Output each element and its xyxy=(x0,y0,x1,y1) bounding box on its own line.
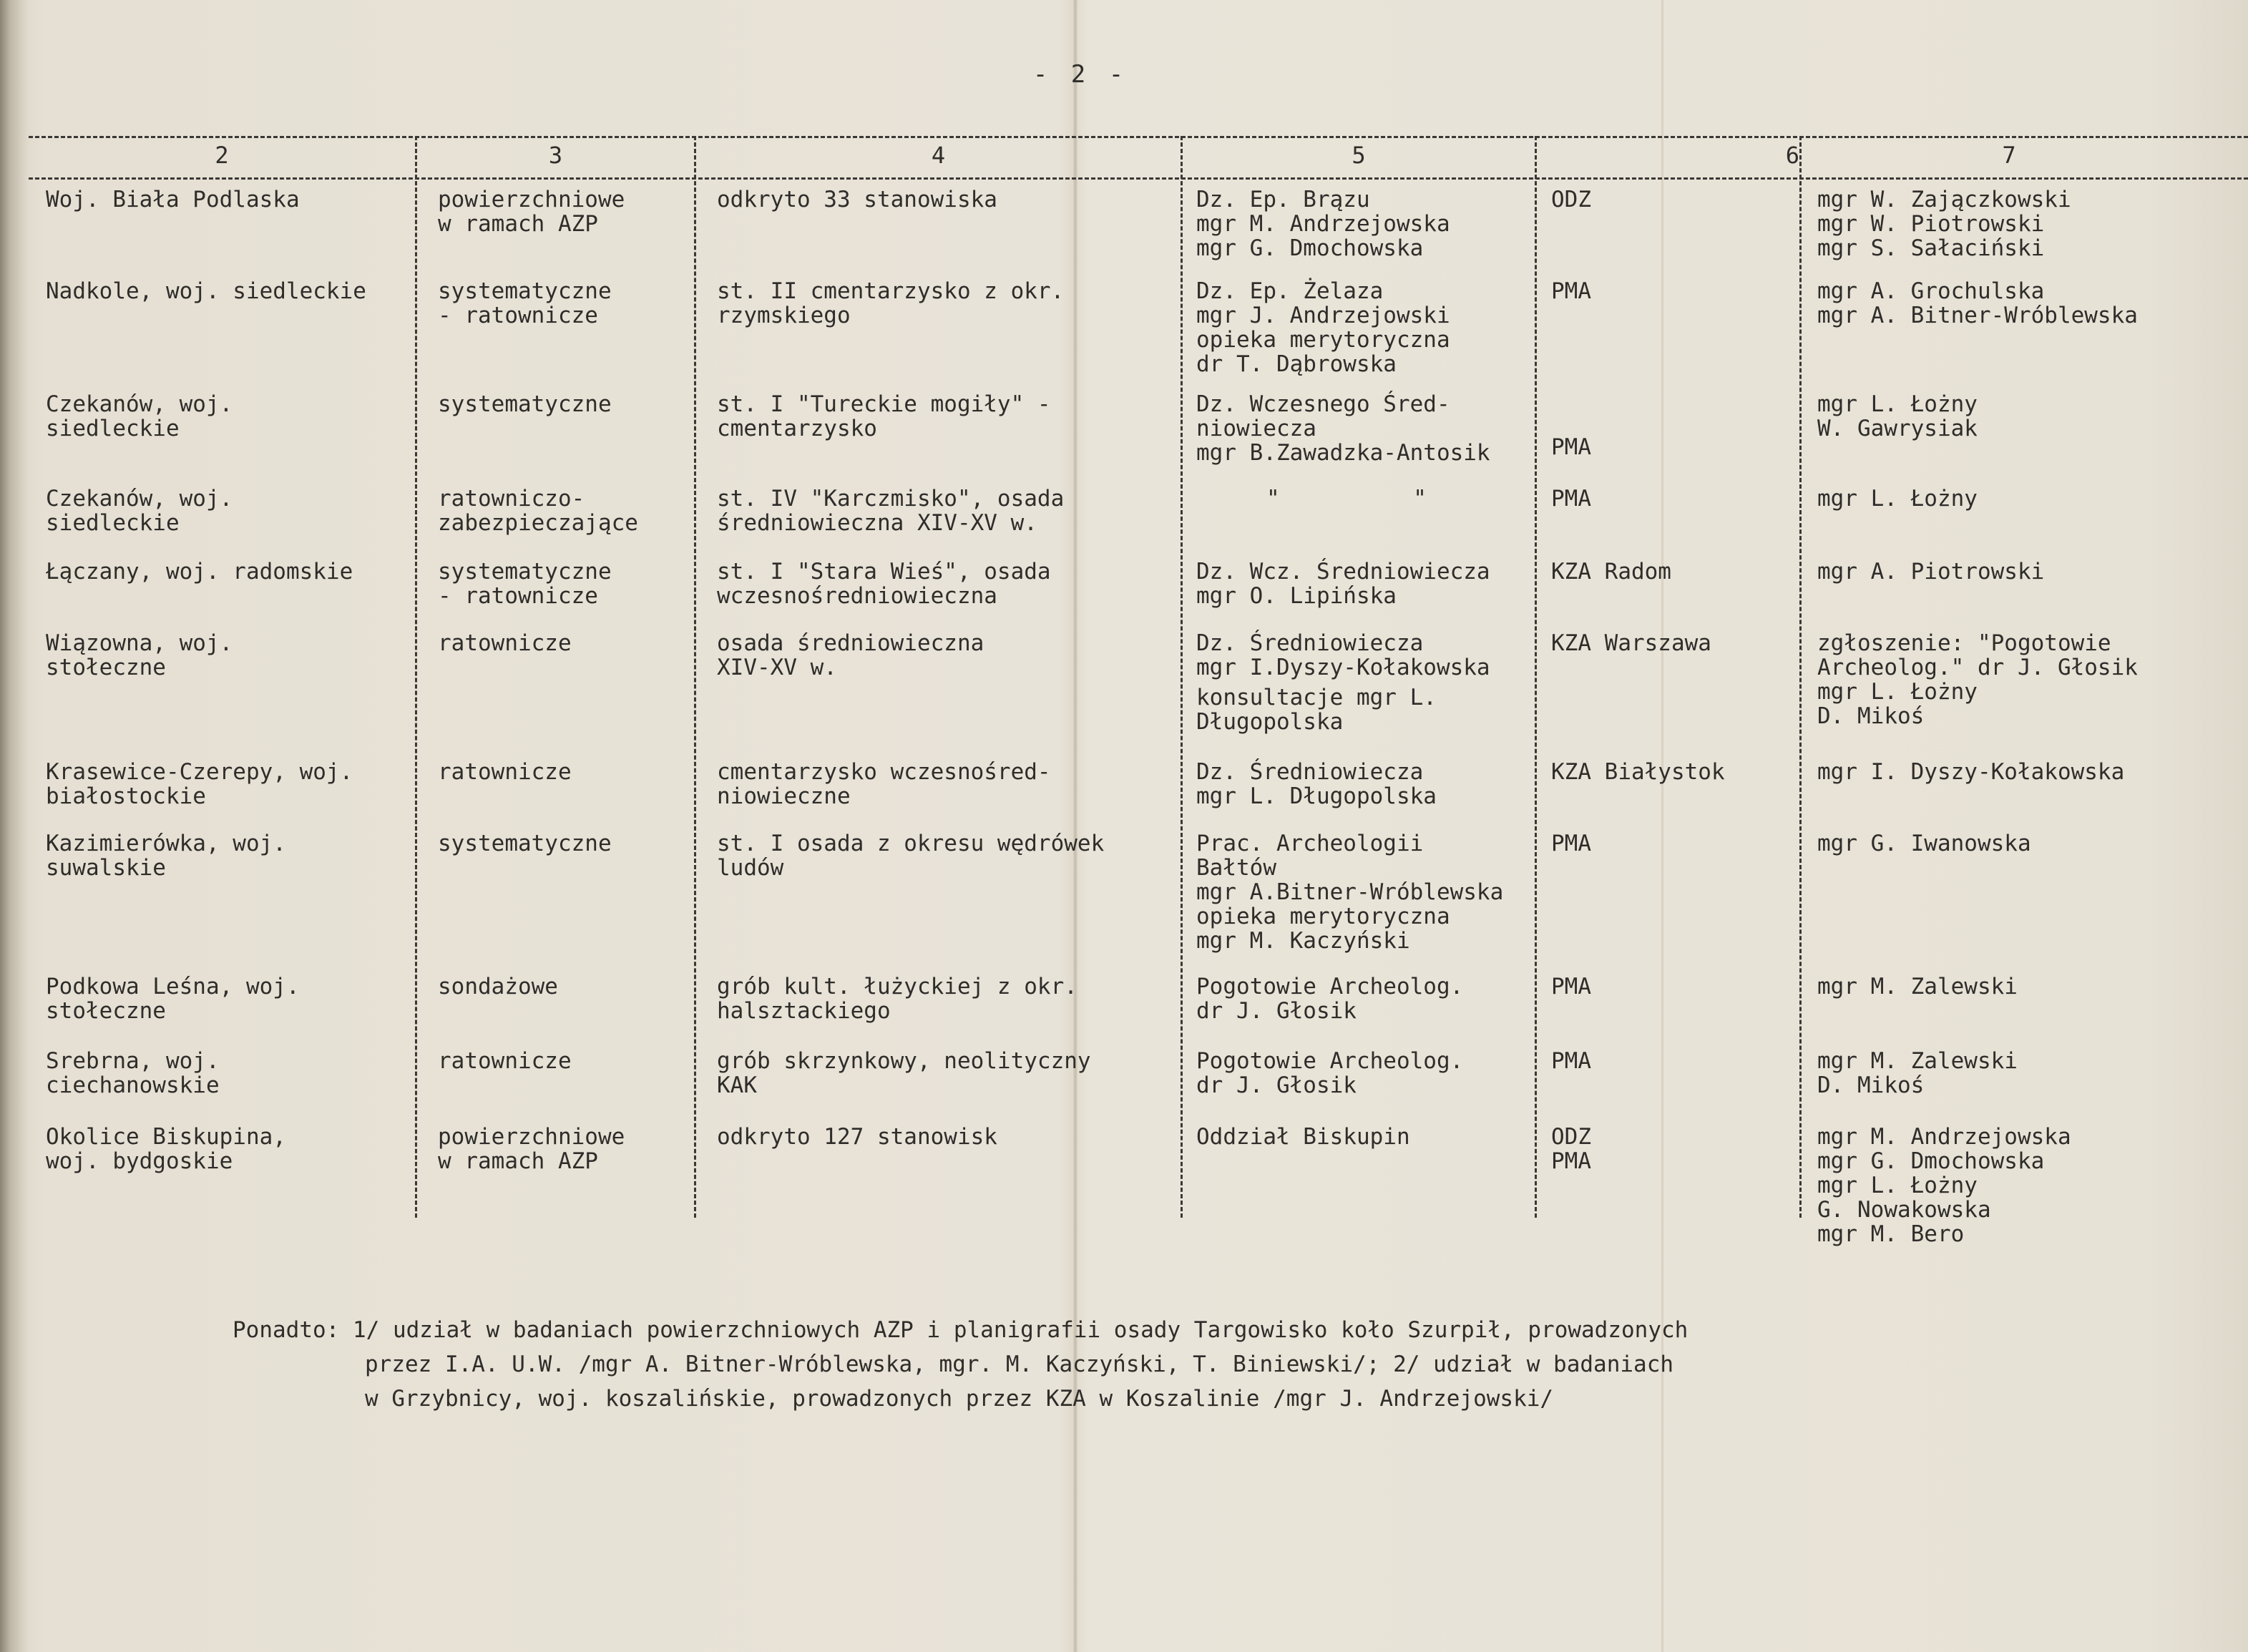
cell-result: odkryto 33 stanowiska xyxy=(717,187,997,212)
cell-type: ratownicze xyxy=(438,630,572,656)
cell-type: ratownicze xyxy=(438,759,572,785)
cell-place: Srebrna, woj. ciechanowskie xyxy=(46,1048,220,1098)
cell-result: st. I "Stara Wieś", osada wczesnośredniowieczna xyxy=(717,559,1051,609)
cell-unit: Pogotowie Archeolog. dr J. Głosik xyxy=(1196,1048,1464,1098)
cell-place: Kazimierówka, woj. suwalskie xyxy=(46,831,286,881)
cell-unit: Pogotowie Archeolog. dr J. Głosik xyxy=(1196,974,1464,1024)
header-bottom-rule xyxy=(29,177,2248,180)
cell-place: Krasewice-Czerepy, woj. białostockie xyxy=(46,759,353,809)
cell-people: mgr A. Grochulska mgr A. Bitner-Wróblewska xyxy=(1817,278,2138,328)
cell-people: mgr G. Iwanowska xyxy=(1817,831,2031,856)
cell-funding: PMA xyxy=(1551,486,1591,512)
cell-funding: PMA xyxy=(1551,974,1591,999)
cell-unit: " " xyxy=(1266,486,1427,512)
cell-unit: Dz. Ep. Brązu mgr M. Andrzejowska mgr G. Dmochowska xyxy=(1196,187,1450,261)
cell-result: st. I "Tureckie mogiły" - cmentarzysko xyxy=(717,391,1051,441)
cell-funding: ODZ PMA xyxy=(1551,1124,1591,1174)
cell-unit: Dz. Wczesnego Śred- niowiecza mgr B.Zawadzka-Antosik xyxy=(1196,391,1490,466)
column-divider xyxy=(1535,136,1537,1218)
column-divider xyxy=(415,136,417,1218)
cell-unit: Dz. Średniowiecza mgr L. Długopolska xyxy=(1196,759,1437,809)
page-number: - 2 - xyxy=(1032,60,1128,89)
footnote-line-3: w Grzybnicy, woj. koszalińskie, prowadzonych przez KZA w Koszalinie /mgr J. Andrzejowski/ xyxy=(365,1386,1554,1412)
column-number-5: 5 xyxy=(1352,142,1366,169)
cell-unit: Dz. Ep. Żelaza mgr J. Andrzejowski opieka merytoryczna dr T. Dąbrowska xyxy=(1196,278,1450,377)
binding-edge xyxy=(0,0,29,1652)
cell-people: mgr L. Łożny W. Gawrysiak xyxy=(1817,391,1978,441)
cell-people: mgr I. Dyszy-Kołakowska xyxy=(1817,759,2125,785)
column-number-2: 2 xyxy=(215,142,229,169)
cell-result: cmentarzysko wczesnośred- niowieczne xyxy=(717,759,1051,809)
cell-place: Czekanów, woj. siedleckie xyxy=(46,486,233,536)
cell-result: grób kult. łużyckiej z okr. halsztackiego xyxy=(717,974,1077,1024)
footnote-line-1: Ponadto: 1/ udział w badaniach powierzchniowych AZP i planigrafii osady Targowisko koło Szurpił, prowadzonych xyxy=(233,1317,1689,1343)
page-fold-secondary xyxy=(1661,0,1663,1652)
cell-people: mgr W. Zajączkowski mgr W. Piotrowski mgr S. Sałaciński xyxy=(1817,187,2071,261)
column-number-3: 3 xyxy=(548,142,563,169)
table-top-rule xyxy=(29,136,2248,138)
cell-unit-note: konsultacje mgr L. Długopolska xyxy=(1196,685,1437,735)
cell-place: Nadkole, woj. siedleckie xyxy=(46,278,366,304)
cell-type: sondażowe xyxy=(438,974,558,999)
cell-unit: Oddział Biskupin xyxy=(1196,1124,1410,1150)
cell-funding: KZA Radom xyxy=(1551,559,1671,585)
cell-type: powierzchniowe w ramach AZP xyxy=(438,1124,625,1174)
cell-funding: KZA Warszawa xyxy=(1551,630,1711,656)
cell-place: Czekanów, woj. siedleckie xyxy=(46,391,233,441)
cell-place: Wiązowna, woj. stołeczne xyxy=(46,630,233,680)
cell-result: odkryto 127 stanowisk xyxy=(717,1124,997,1150)
cell-type: systematyczne xyxy=(438,391,612,417)
cell-funding: KZA Białystok xyxy=(1551,759,1725,785)
cell-people: mgr M. Zalewski xyxy=(1817,974,2018,999)
cell-funding: PMA xyxy=(1551,434,1591,460)
cell-type: ratownicze xyxy=(438,1048,572,1074)
cell-people: zgłoszenie: "Pogotowie Archeolog." dr J. Głosik mgr L. Łożny D. Mikoś xyxy=(1817,630,2138,729)
cell-place: Łączany, woj. radomskie xyxy=(46,559,353,585)
cell-people: mgr A. Piotrowski xyxy=(1817,559,2045,585)
column-number-6: 6 xyxy=(1785,142,1799,169)
cell-result: st. IV "Karczmisko", osada średniowieczna XIV-XV w. xyxy=(717,486,1065,536)
cell-people: mgr M. Zalewski D. Mikoś xyxy=(1817,1048,2018,1098)
cell-result: osada średniowieczna XIV-XV w. xyxy=(717,630,984,680)
column-divider xyxy=(694,136,696,1218)
cell-result: grób skrzynkowy, neolityczny KAK xyxy=(717,1048,1091,1098)
cell-type: powierzchniowe w ramach AZP xyxy=(438,187,625,237)
cell-place: Woj. Biała Podlaska xyxy=(46,187,300,212)
cell-people: mgr L. Łożny xyxy=(1817,486,1978,512)
column-divider xyxy=(1799,136,1802,1218)
cell-people: mgr M. Andrzejowska mgr G. Dmochowska mgr L. Łożny G. Nowakowska mgr M. Bero xyxy=(1817,1124,2071,1247)
cell-result: st. I osada z okresu wędrówek ludów xyxy=(717,831,1105,881)
cell-result: st. II cmentarzysko z okr. rzymskiego xyxy=(717,278,1065,328)
cell-unit: Prac. Archeologii Bałtów mgr A.Bitner-Wróblewska opieka merytoryczna mgr M. Kaczyński xyxy=(1196,831,1504,954)
cell-funding: PMA xyxy=(1551,1048,1591,1074)
footnote-line-2: przez I.A. U.W. /mgr A. Bitner-Wróblewska, mgr. M. Kaczyński, T. Biniewski/; 2/ udział w badaniach xyxy=(365,1352,1674,1377)
cell-type: systematyczne xyxy=(438,831,612,856)
cell-funding: PMA xyxy=(1551,831,1591,856)
cell-type: systematyczne - ratownicze xyxy=(438,278,612,328)
cell-unit: Dz. Wcz. Średniowiecza mgr O. Lipińska xyxy=(1196,559,1490,609)
cell-place: Okolice Biskupina, woj. bydgoskie xyxy=(46,1124,286,1174)
column-number-4: 4 xyxy=(931,142,946,169)
cell-funding: PMA xyxy=(1551,278,1591,304)
cell-place: Podkowa Leśna, woj. stołeczne xyxy=(46,974,300,1024)
cell-type: ratowniczo- zabezpieczające xyxy=(438,486,638,536)
cell-type: systematyczne - ratownicze xyxy=(438,559,612,609)
cell-funding: ODZ xyxy=(1551,187,1591,212)
column-number-7: 7 xyxy=(2002,142,2016,169)
column-divider xyxy=(1181,136,1183,1218)
cell-unit: Dz. Średniowiecza mgr I.Dyszy-Kołakowska xyxy=(1196,630,1490,680)
